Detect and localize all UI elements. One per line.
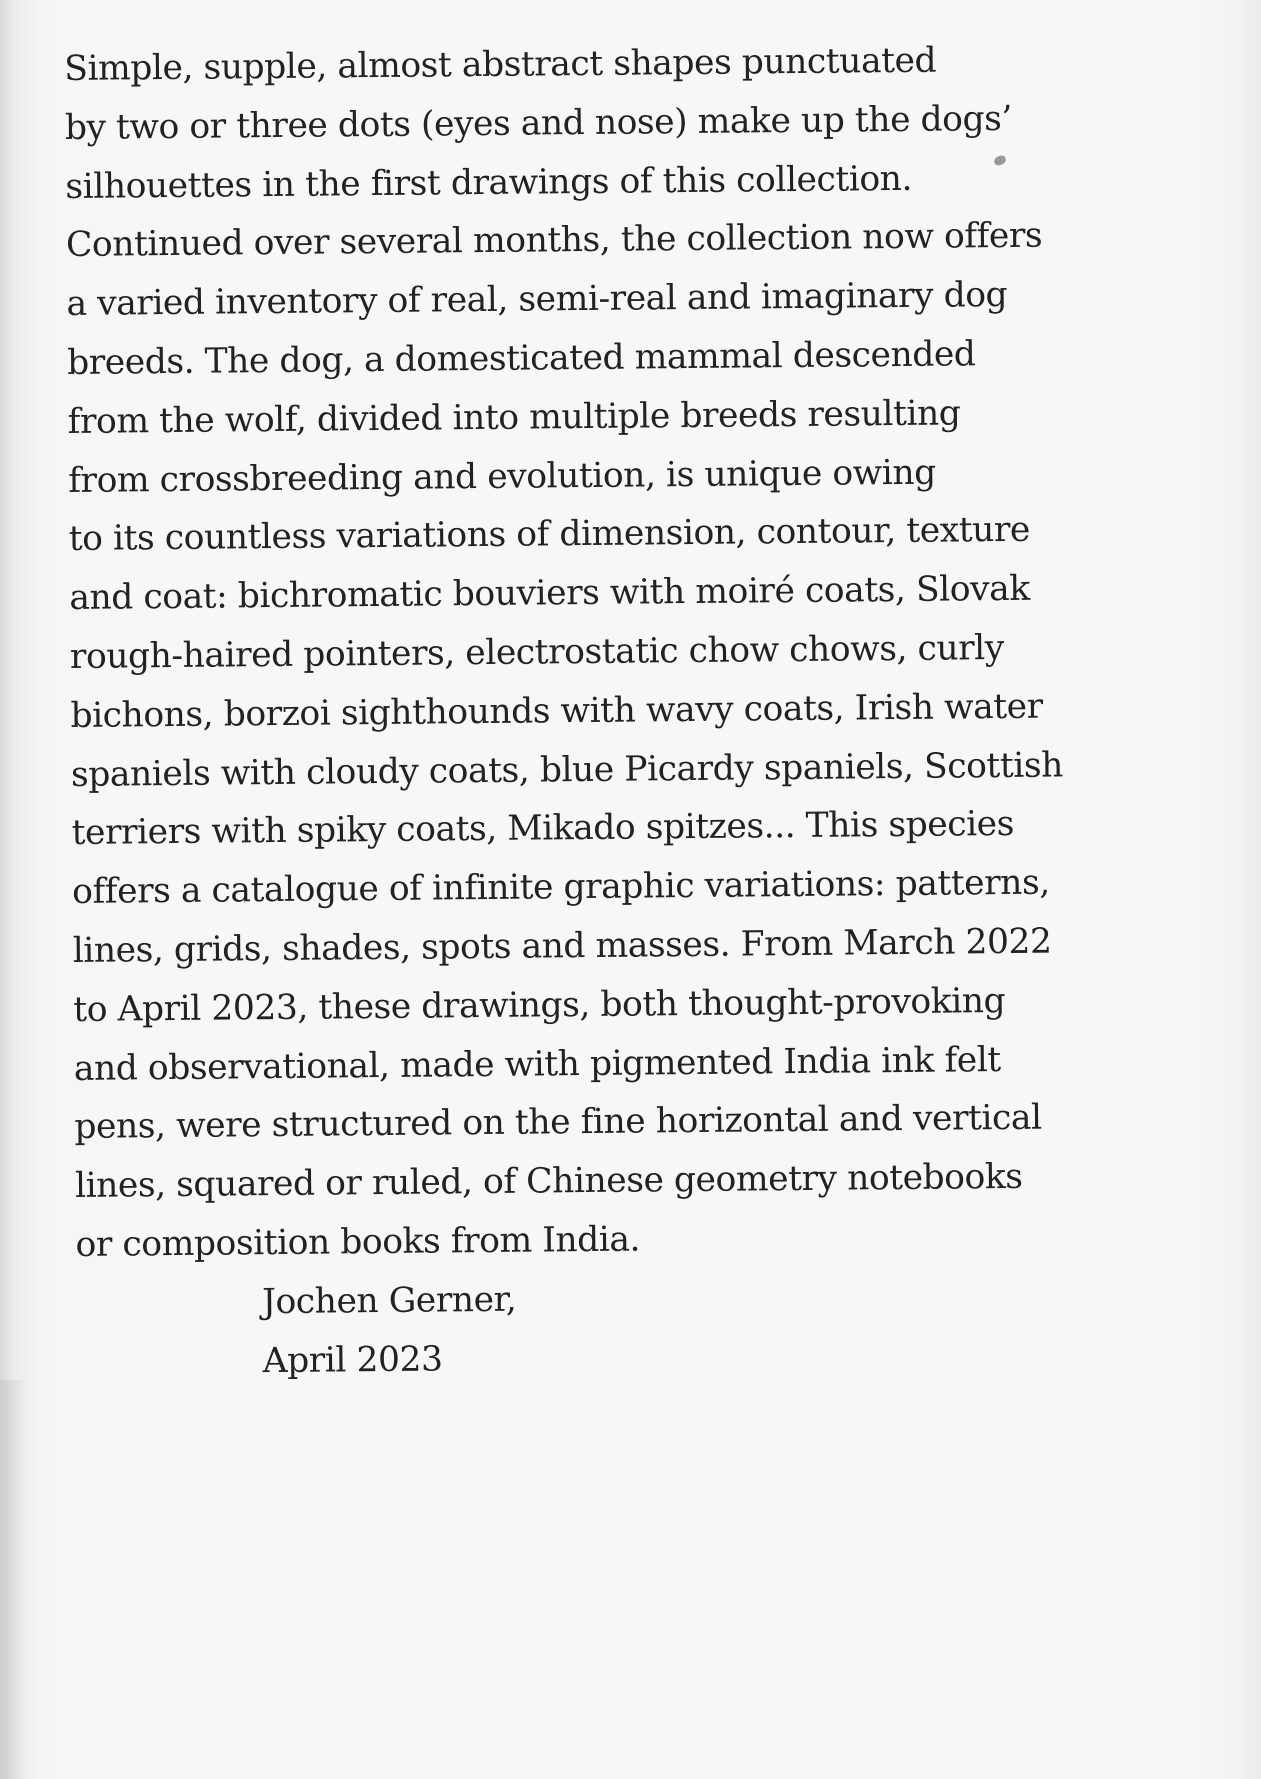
text-line: lines, grids, shades, spots and masses. From March 2022 [72,921,1052,971]
text-line: lines, squared or ruled, of Chinese geometry notebooks [74,1156,1023,1207]
text-line: offers a catalogue of infinite graphic variations: patterns, [71,862,1050,913]
page-gutter-shadow [0,1380,26,1779]
text-line: by two or three dots (eyes and nose) make up the dogs’ [64,98,1013,148]
text-line: terriers with spiky coats, Mikado spitzes... This species [71,804,1015,854]
text-line: and coat: bichromatic bouviers with moiré coats, Slovak [69,568,1030,619]
essay-text [64,29,1207,1392]
text-line: to April 2023, these drawings, both thought-provoking [73,980,1006,1030]
text-line: pens, were structured on the fine horizontal and vertical [74,1098,1042,1148]
text-line: to its countless variations of dimension, contour, texture [68,510,1031,560]
text-line: Simple, supple, almost abstract shapes punctuated [64,40,937,89]
signature-author: Jochen Gerner, [261,1279,517,1322]
text-line: or composition books from India. [75,1219,641,1265]
text-line: and observational, made with pigmented India ink felt [73,1039,1001,1089]
text-line: spaniels with cloudy coats, blue Picardy spaniels, Scottish [70,745,1064,795]
signature-date: April 2023 [262,1338,443,1381]
text-line: breeds. The dog, a domesticated mammal descended [66,334,976,383]
text-line: silhouettes in the first drawings of this collection. [65,158,913,207]
text-line: from crossbreeding and evolution, is unique owing [68,452,936,501]
text-line: rough-haired pointers, electrostatic chow chows, curly [69,627,1005,677]
text-line: Continued over several months, the collection now offers [65,216,1043,266]
text-line: a varied inventory of real, semi-real and imaginary dog [66,275,1008,325]
text-line: bichons, borzoi sighthounds with wavy coats, Irish water [70,686,1043,736]
text-line: from the wolf, divided into multiple breeds resulting [67,393,961,442]
